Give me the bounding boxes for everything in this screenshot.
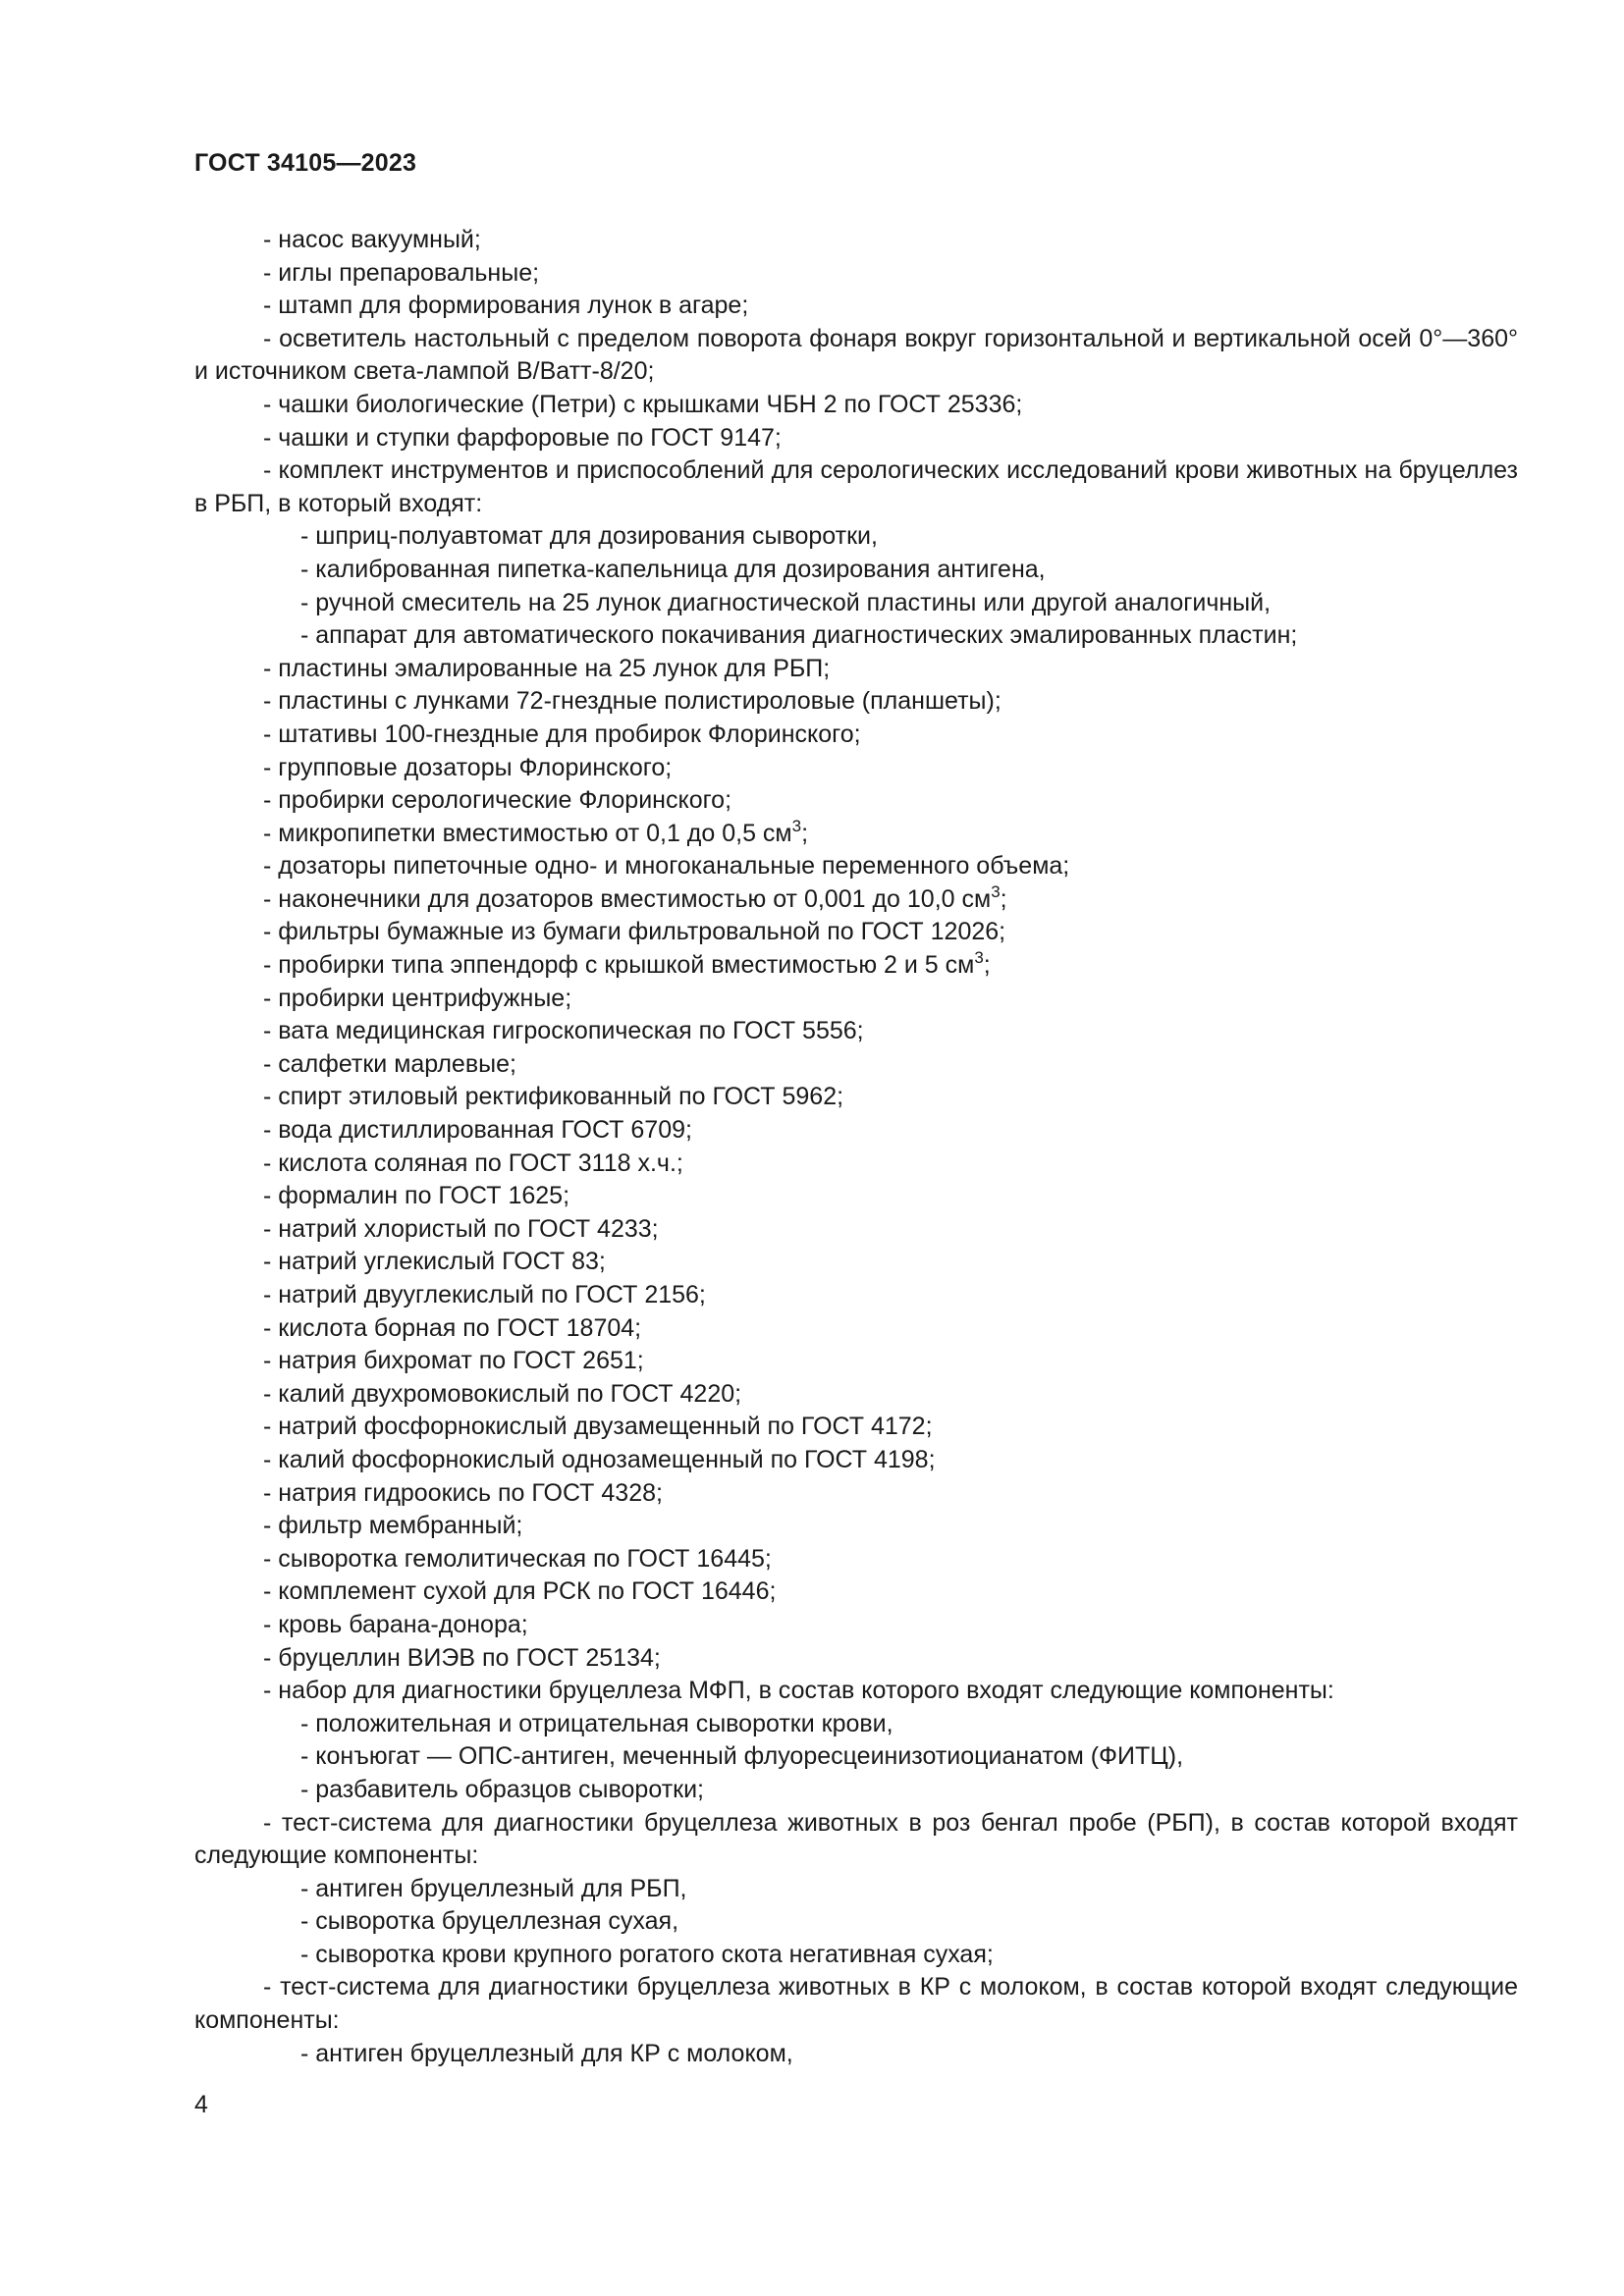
list-item [194, 1114, 1518, 1148]
list-item [194, 1444, 1518, 1477]
list-item-text: - чашки биологические (Петри) с крышками ЧБН 2 по ГОСТ 25336; [263, 390, 1023, 418]
list-item [194, 1081, 1518, 1114]
list-item [194, 290, 1518, 323]
list-item-text: - фильтры бумажные из бумаги фильтровальной по ГОСТ 12026; [263, 918, 1006, 946]
list-item [194, 685, 1518, 719]
list-item-text: - тест-система для диагностики бруцеллеза животных в КР с молоком, в состав которой входят следующие компоненты: [194, 1973, 1518, 2035]
list-item-text: - кислота борная по ГОСТ 18704; [263, 1313, 642, 1342]
list-item-text: - конъюгат — ОПС-антиген, меченный флуоресцеинизотиоцианатом (ФИТЦ), [300, 1742, 1184, 1771]
list-item [194, 1246, 1518, 1279]
list-subitem [194, 1873, 1518, 1906]
list-item-text: - штамп для формирования лунок в агаре; [263, 292, 749, 320]
list-item [194, 422, 1518, 455]
list-item-text: - штативы 100-гнездные для пробирок Флоринского; [263, 720, 861, 748]
list-item [194, 1148, 1518, 1181]
list-subitem [194, 554, 1518, 587]
list-item-text: - комплект инструментов и приспособлений для серологических исследований крови животных на бруцеллез в РБП, в который входят: [194, 456, 1518, 517]
list-item-text: - микропипетки вместимостью от 0,1 до 0,5 см [263, 819, 792, 847]
list-item-text: - антиген бруцеллезный для РБП, [300, 1874, 687, 1902]
list-item-text: - пластины эмалированные на 25 лунок для РБП; [263, 654, 831, 682]
list-item [194, 883, 1518, 917]
list-item-punctuation: ; [801, 819, 809, 847]
list-item [194, 784, 1518, 818]
list-item [194, 818, 1518, 851]
list-item-text: - положительная и отрицательная сыворотки крови, [300, 1709, 893, 1737]
list-item-text: - фильтр мембранный; [263, 1512, 523, 1540]
list-subitem [194, 1708, 1518, 1741]
list-item-text: - антиген бруцеллезный для КР с молоком, [300, 2039, 793, 2067]
list-item [194, 1543, 1518, 1576]
list-item-text: - калий фосфорнокислый однозамещенный по ГОСТ 4198; [263, 1445, 936, 1473]
list-item-punctuation: ; [1000, 884, 1007, 913]
list-item [194, 1180, 1518, 1213]
list-item-text: - сыворотка гемолитическая по ГОСТ 16445; [263, 1544, 772, 1573]
list-item [194, 983, 1518, 1016]
list-item-text: - спирт этиловый ректификованный по ГОСТ 5962; [263, 1083, 844, 1111]
list-item-text: - бруцеллин ВИЭВ по ГОСТ 25134; [263, 1643, 661, 1672]
list-item [194, 949, 1518, 983]
list-item-text: - формалин по ГОСТ 1625; [263, 1182, 570, 1210]
list-item [194, 719, 1518, 752]
list-item-text: - натрий двууглекислый по ГОСТ 2156; [263, 1281, 706, 1308]
list-item [194, 1312, 1518, 1346]
list-item-text: - натрия бихромат по ГОСТ 2651; [263, 1347, 644, 1375]
list-subitem [194, 1774, 1518, 1807]
page-number: 4 [194, 2091, 208, 2118]
list-subitem [194, 587, 1518, 620]
list-item [194, 1048, 1518, 1082]
list-item [194, 1411, 1518, 1444]
list-item [194, 1807, 1518, 1873]
list-item-text: - осветитель настольный с пределом поворота фонаря вокруг горизонтальной и вертикальной осей 0°—360° и источником света-лампой В/Ватт-8/20; [194, 324, 1518, 386]
list-item-punctuation: ; [983, 951, 991, 980]
list-item-text: - чашки и ступки фарфоровые по ГОСТ 9147; [263, 423, 782, 452]
list-item [194, 224, 1518, 257]
list-item-text: - набор для диагностики бруцеллеза МФП, в состав которого входят следующие компоненты: [263, 1677, 1334, 1705]
list-item-text: - шприц-полуавтомат для дозирования сыворотки, [300, 522, 878, 551]
list-subitem [194, 619, 1518, 653]
list-item-text: - кислота соляная по ГОСТ 3118 х.ч.; [263, 1148, 683, 1177]
list-item-text: - натрий фосфорнокислый двузамещенный по ГОСТ 4172; [263, 1413, 933, 1441]
document-header: ГОСТ 34105—2023 [194, 149, 417, 177]
list-item-text: - наконечники для дозаторов вместимостью от 0,001 до 10,0 см [263, 884, 992, 913]
list-item [194, 752, 1518, 785]
list-item-text: - пластины с лунками 72-гнездные полистироловые (планшеты); [263, 687, 1001, 716]
unit-superscript: 3 [791, 816, 802, 835]
list-item-text: - калий двухромовокислый по ГОСТ 4220; [263, 1379, 742, 1408]
list-item [194, 916, 1518, 949]
list-subitem [194, 520, 1518, 554]
list-item-text: - разбавитель образцов сыворотки; [300, 1775, 704, 1803]
list-item-text: - сыворотка крови крупного рогатого скота негативная сухая; [300, 1940, 994, 1968]
list-item [194, 1609, 1518, 1642]
list-item [194, 1477, 1518, 1511]
list-item [194, 1213, 1518, 1247]
list-item-text: - пробирки типа эппендорф с крышкой вместимостью 2 и 5 см [263, 951, 975, 980]
list-item-text: - салфетки марлевые; [263, 1049, 516, 1078]
list-item-text: - калиброванная пипетка-капельница для дозирования антигена, [300, 555, 1046, 583]
list-item-text: - дозаторы пипеточные одно- и многоканальные переменного объема; [263, 852, 1070, 881]
list-item-text: - натрий углекислый ГОСТ 83; [263, 1248, 606, 1276]
list-item-text: - иглы препаровальные; [263, 258, 540, 287]
list-item-text: - вода дистиллированная ГОСТ 6709; [263, 1116, 692, 1145]
list-item [194, 257, 1518, 291]
list-item-text: - натрия гидроокись по ГОСТ 4328; [263, 1478, 663, 1507]
list-item [194, 1575, 1518, 1609]
list-item-text: - тест-система для диагностики бруцеллеза животных в роз бенгал пробе (РБП), в состав которой входят следующие компоненты: [194, 1808, 1518, 1870]
list-item-text: - комплемент сухой для РСК по ГОСТ 16446; [263, 1577, 777, 1606]
list-subitem [194, 1905, 1518, 1939]
list-item-text: - натрий хлористый по ГОСТ 4233; [263, 1214, 659, 1243]
list-item-text: - кровь барана-донора; [263, 1610, 528, 1638]
unit-superscript: 3 [974, 948, 984, 968]
list-item [194, 1510, 1518, 1543]
list-item [194, 323, 1518, 389]
list-item [194, 1675, 1518, 1708]
list-item-text: - пробирки серологические Флоринского; [263, 786, 732, 815]
list-item [194, 1971, 1518, 2037]
list-item [194, 1345, 1518, 1378]
equipment-list [194, 224, 1518, 2070]
list-item [194, 1015, 1518, 1048]
list-item [194, 454, 1518, 520]
list-item-text: - вата медицинская гигроскопическая по ГОСТ 5556; [263, 1017, 864, 1045]
list-item-text: - пробирки центрифужные; [263, 984, 572, 1012]
list-item [194, 850, 1518, 883]
list-subitem [194, 1939, 1518, 1972]
list-item [194, 653, 1518, 686]
list-item [194, 1378, 1518, 1412]
list-item [194, 1279, 1518, 1312]
unit-superscript: 3 [991, 881, 1001, 901]
list-item-text: - сыворотка бруцеллезная сухая, [300, 1907, 679, 1936]
list-item-text: - насос вакуумный; [263, 226, 481, 253]
list-item [194, 1642, 1518, 1676]
list-item-text: - аппарат для автоматического покачивания диагностических эмалированных пластин; [300, 621, 1298, 650]
list-item-text: - групповые дозаторы Флоринского; [263, 753, 673, 781]
list-item [194, 389, 1518, 422]
list-subitem [194, 1740, 1518, 1774]
list-item-text: - ручной смеситель на 25 лунок диагностической пластины или другой аналогичный, [300, 588, 1272, 616]
list-subitem [194, 2038, 1518, 2071]
